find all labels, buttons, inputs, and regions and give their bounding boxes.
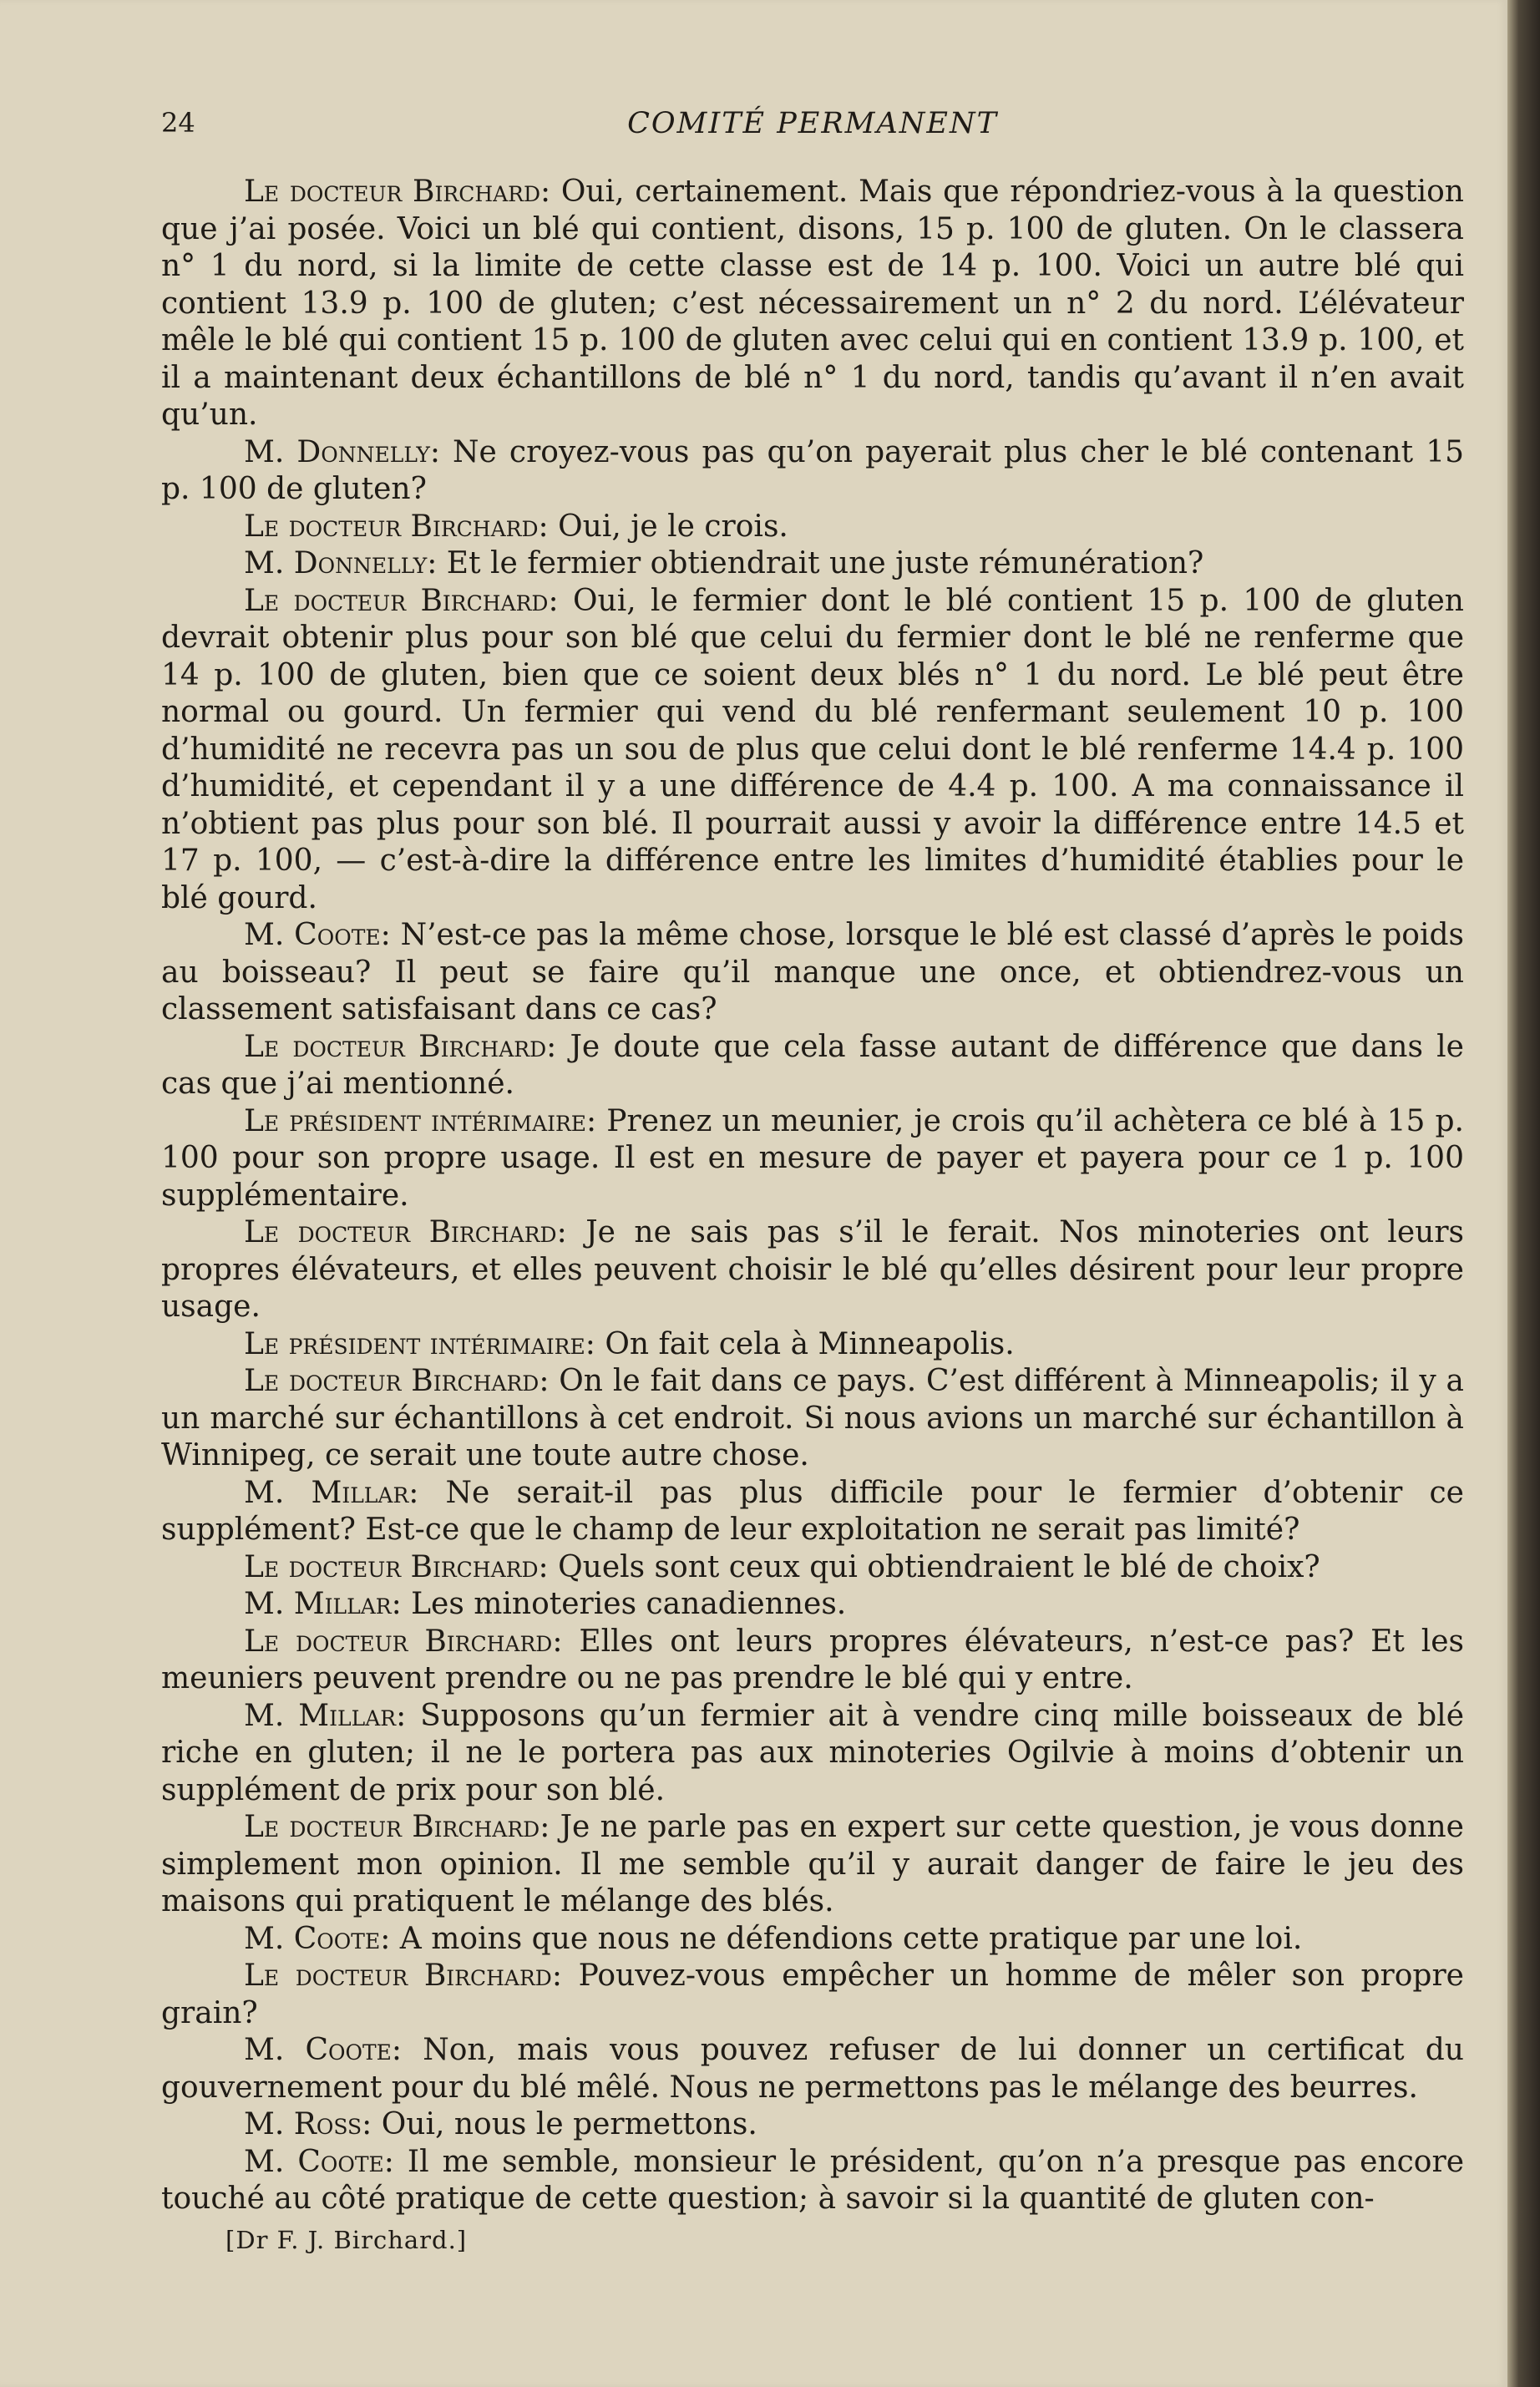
speaker: Le docteur Birchard: [244,1364,550,1398]
speech: Il me semble, monsieur le président, qu’on n’a presque pas encore touché au côté pratique de cette question; à savoir si la quantité de gluten con- [161,2144,1464,2216]
dialogue-paragraph [161,1698,1464,1810]
speaker: M. Millar: [244,1698,407,1733]
speech: Pouvez-vous empêcher un homme de mêler son propre grain? [161,1959,1464,2030]
dialogue-paragraph [161,1921,1464,1959]
speech: Supposons qu’un fermier ait à vendre cinq mille boisseaux de blé riche en gluten; il ne le portera pas aux minoteries Ogilvie à moins d’obtenir un supplément de prix pour son blé. [161,1698,1464,1807]
book-binding-edge [1507,0,1540,2387]
speaker: M. Ross: [244,2107,372,2141]
page-number: 24 [161,107,195,139]
dialogue-paragraph [161,583,1464,918]
speaker: M. Coote: [244,2144,394,2179]
dialogue-paragraph [161,1475,1464,1549]
speech: Elles ont leurs propres élévateurs, n’est-ce pas? Et les meuniers peuvent prendre ou ne pas prendre le blé qui y entre. [161,1624,1464,1695]
speech: Je ne parle pas en expert sur cette question, je vous donne simplement mon opinion. Il me semble qu’il y aurait danger de faire le jeu des maisons qui pratiquent le mélange des blés. [161,1810,1464,1918]
speaker-footnote: [Dr F. J. Birchard.] [225,2226,468,2254]
speaker: Le docteur Birchard: [244,1215,567,1249]
speech: On le fait dans ce pays. C’est différent à Minneapolis; il y a un marché sur échantillons à cet endroit. Si nous avions un marché sur échantillon à Winnipeg, ce serait une toute autre chose. [161,1364,1464,1472]
speech: Et le fermier obtiendrait une juste rémunération? [437,546,1204,580]
dialogue-paragraph [161,2144,1464,2218]
dialogue-paragraph [161,1809,1464,1921]
dialogue-paragraph [161,2106,1464,2144]
speech: Les minoteries canadiennes. [401,1587,847,1621]
speaker: Le docteur Birchard: [244,175,551,209]
speaker: Le docteur Birchard: [244,1029,557,1064]
speaker: Le docteur Birchard: [244,509,549,544]
speech: Non, mais vous pouvez refuser de lui donner un certificat du gouvernement pour du blé mêlé. Nous ne permettons pas le mélange des beurres. [161,2033,1464,2105]
speaker: M. Millar: [244,1587,402,1621]
speech: N’est-ce pas la même chose, lorsque le blé est classé d’après le poids au boisseau? Il peut se faire qu’il manque une once, et obtiendrez-vous un classement satisfaisant dans ce cas? [161,918,1464,1026]
speaker: M. Coote: [244,918,391,952]
speech: On fait cela à Minneapolis. [595,1326,1015,1361]
speaker: Le docteur Birchard: [244,1624,563,1659]
speaker: Le docteur Birchard: [244,1959,562,1993]
speaker: Le docteur Birchard: [244,583,559,618]
dialogue-paragraph [161,174,1464,434]
speech: Ne croyez-vous pas qu’on payerait plus cher le blé contenant 15 p. 100 de gluten? [161,434,1464,506]
running-title: COMITÉ PERMANENT [627,107,998,140]
speech: Oui, je le crois. [548,509,788,544]
speaker: M. Donnelly: [244,546,438,580]
dialogue-paragraph [161,1624,1464,1698]
page-header [161,107,1464,149]
speech: Oui, certainement. Mais que répondriez-vous à la question que j’ai posée. Voici un blé qui contient, disons, 15 p. 100 de gluten. On le classera n° 1 du nord, si la limite de cette classe est de 14 p. 100. Voici un autre blé qui contient 13.9 p. 100 de gluten; c’est nécessairement un n° 2 du nord. L’élévateur mêle le blé qui contient 15 p. 100 de gluten avec celui qui en contient 13.9 p. 100, et il a maintenant deux échantillons de blé n° 1 du nord, tandis qu’avant il n’en avait qu’un. [161,175,1464,432]
speech: Oui, nous le permettons. [372,2107,757,2141]
dialogue-paragraph [161,1958,1464,2032]
dialogue-paragraph [161,509,1464,546]
speech: Quels sont ceux qui obtiendraient le blé de choix? [548,1549,1320,1584]
speaker: M. Coote: [244,1921,391,1956]
speech: A moins que nous ne défendions cette pratique par une loi. [390,1921,1303,1956]
dialogue-paragraph [161,917,1464,1029]
speech: Prenez un meunier, je crois qu’il achètera ce blé à 15 p. 100 pour son propre usage. Il est en mesure de payer et payera pour ce 1 p. 100 supplémentaire. [161,1103,1465,1213]
dialogue-paragraph [161,1029,1464,1103]
speech: Je doute que cela fasse autant de différence que dans le cas que j’ai mentionné. [161,1029,1464,1101]
transcript-body [161,174,1464,2218]
speech: Oui, le fermier dont le blé contient 15 p. 100 de gluten devrait obtenir plus pour son blé que celui du fermier dont le blé ne renferme que 14 p. 100 de gluten, bien que ce soient deux blés n° 1 du nord. Le blé peut être normal ou gourd. Un fermier qui vend du blé renfermant seulement 10 p. 100 d’humidité ne recevra pas un sou de plus que celui dont le blé renferme 14.4 p. 100 d’humidité, et cependant il y a une différence de 4.4 p. 100. A ma connaissance il n’obtient pas plus pour son blé. Il pourrait aussi y avoir la différence entre 14.5 et 17 p. 100, — c’est-à-dire la différence entre les limites d’humidité établies pour le blé gourd. [161,583,1464,915]
dialogue-paragraph [161,1586,1464,1624]
speaker: Le docteur Birchard: [244,1549,549,1584]
speaker: M. Coote: [244,2033,403,2067]
dialogue-paragraph [161,1363,1464,1475]
speaker: M. Millar: [244,1475,419,1510]
dialogue-paragraph [161,2032,1464,2106]
dialogue-paragraph [161,545,1464,583]
dialogue-paragraph [161,434,1464,509]
dialogue-paragraph [161,1549,1464,1587]
dialogue-paragraph [161,1326,1464,1364]
speaker: Le docteur Birchard: [244,1810,550,1844]
dialogue-paragraph [161,1214,1464,1326]
speaker: Le président intérimaire: [244,1103,597,1138]
speaker: Le président intérimaire: [244,1326,595,1361]
speech: Je ne sais pas s’il le ferait. Nos minoteries ont leurs propres élévateurs, et elles peuvent choisir le blé qu’elles désirent pour leur propre usage. [161,1215,1464,1324]
speaker: M. Donnelly: [244,434,440,469]
dialogue-paragraph [161,1103,1464,1215]
speech: Ne serait-il pas plus difficile pour le fermier d’obtenir ce supplément? Est-ce que le champ de leur exploitation ne serait pas limité? [161,1475,1464,1547]
